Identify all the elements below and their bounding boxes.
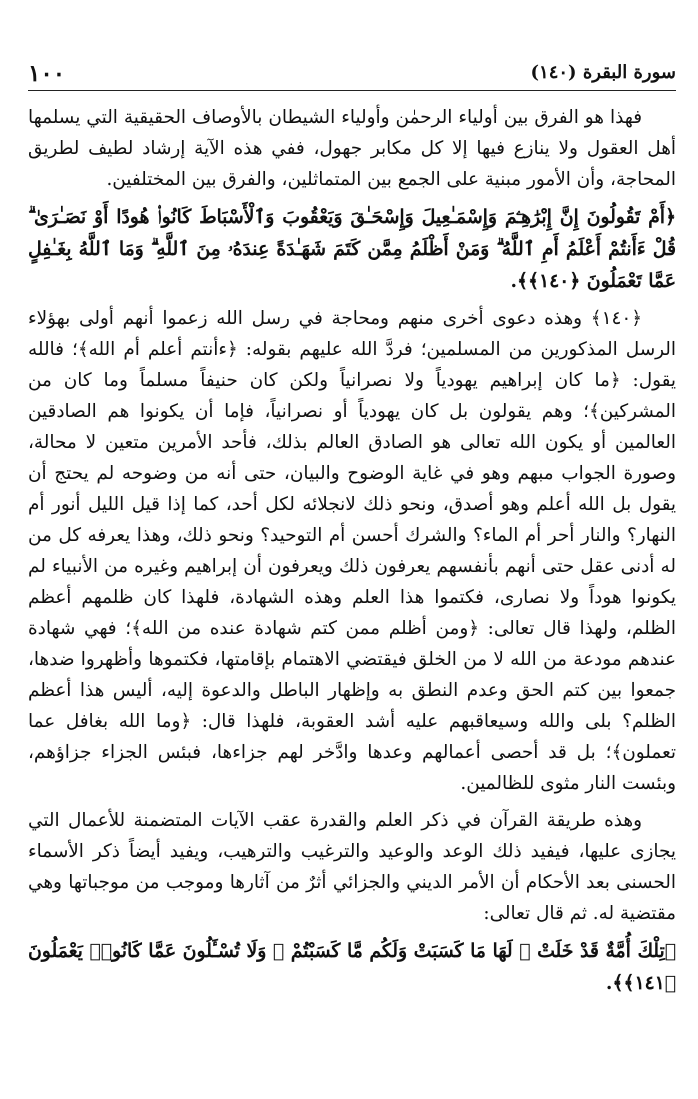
quran-verse-140: ﴿أَمْ تَقُولُونَ إِنَّ إِبْرَٰهِـۧمَ وَإِسْمَـٰعِيلَ وَإِسْحَـٰقَ وَيَعْقُوبَ وَٱلْأَسْبَاطَ كَانُوا۟ هُودًا أَوْ نَصَـٰرَىٰ ۗ قُلْ ءَأَنتُمْ أَعْلَمُ أَمِ ٱللَّهُ ۗ وَمَنْ أَظْلَمُ مِمَّن كَتَمَ شَهَـٰدَةً عِندَهُۥ مِنَ ٱللَّهِ ۗ وَمَا ٱللَّهُ بِغَـٰفِلٍ عَمَّا تَعْمَلُونَ ﴿١٤٠﴾﴾. [28,206,676,292]
page-body [28,102,676,1066]
paragraph-quran-method: وهذه طريقة القرآن في ذكر العلم والقدرة عقب الآيات المتضمنة للأعمال التي يجازى عليها، فيفيد ذلك الوعد والوعيد والترغيب والترهيب، ويفيد أيضاً ذكر الأسماء الحسنى بعد الأحكام أن الأمر الديني والجزائي أثرٌ من آثارها وموجب من موجباتها وهي مقتضية له. ثم قال تعالى: [28,810,676,924]
book-page [28,56,676,1066]
paragraph-tafsir-140: ﴿١٤٠﴾ وهذه دعوى أخرى منهم ومحاجة في رسل الله زعموا أنهم أولى بهؤلاء الرسل المذكورين من المسلمين؛ فردَّ الله عليهم بقوله: ﴿ءأنتم أعلم أم الله﴾؛ فالله يقول: ﴿ما كان إبراهيم يهودياً ولا نصرانياً ولكن كان حنيفاً مسلماً وما كان من المشركين﴾؛ وهم يقولون بل كان يهودياً أو نصرانياً، فإما أن يكونوا هم الصادقين العالمين أو يكون الله تعالى هو الصادق العالم بذلك، فأحد الأمرين متعين لا محالة، وصورة الجواب مبهم وهو في غاية الوضوح والبيان، حتى أنه من وضوحه لم يحتج أن يقول بل الله أعلم وهو أصدق، ونحو ذلك لانجلائه لكل أحد، كما إذا قيل الليل أنور أم النهار؟ والنار أحر أم الماء؟ والشرك أحسن أم التوحيد؟ ونحو ذلك، وهذا يعرفه كل من له أدنى عقل حتى أنهم بأنفسهم يعرفون ذلك ويعرفون أن إبراهيم وغيره من الأنبياء لم يكونوا هوداً ولا نصارى، فكتموا هذا العلم وهذه الشهادة، فلهذا كان ظلمهم أعظم الظلم، ولهذا قال تعالى: ﴿ومن أظلم ممن كتم شهادة عنده من الله﴾؛ فهي شهادة عندهم مودعة من الله لا من الخلق فيقتضي الاهتمام بإقامتها، فكتموها وأظهروا ضدها، جمعوا بين كتم الحق وعدم النطق به وإظهار الباطل والدعوة إليه، أليس هذا أعظم الظلم؟ بلى والله وسيعاقبهم عليه أشد العقوبة، فلهذا قال: ﴿وما الله بغافل عما تعملون﴾؛ بل قد أحصى أعمالهم وعدها وادَّخر لهم جزاءها، فبئس الجزاء جزاؤهم، وبئست النار مثوى للظالمين. [28,308,676,794]
paragraph-intro: فهذا هو الفرق بين أولياء الرحمٰن وأولياء الشيطان بالأوصاف الحقيقية التي يسلمها أهل العقول ولا ينازع فيها إلا كل مكابر جهول، ففي هذه الآية إرشاد لطيف لطريق المحاجة، وأن الأمور مبنية على الجمع بين المتماثلين، والفرق بين المختلفين. [28,107,676,190]
quran-verse-141: ﴿تِلْكَ أُمَّةٌ قَدْ خَلَتْ ۖ لَهَا مَا كَسَبَتْ وَلَكُم مَّا كَسَبْتُمْ ۖ وَلَا تُسْـَٔلُونَ عَمَّا كَانُوا۟ يَعْمَلُونَ ﴿١٤١﴾﴾. [28,940,676,994]
page-number: ١٠٠ [28,60,66,87]
page-header [28,56,676,91]
surah-title: سورة البقرة (١٤٠) [530,62,676,83]
